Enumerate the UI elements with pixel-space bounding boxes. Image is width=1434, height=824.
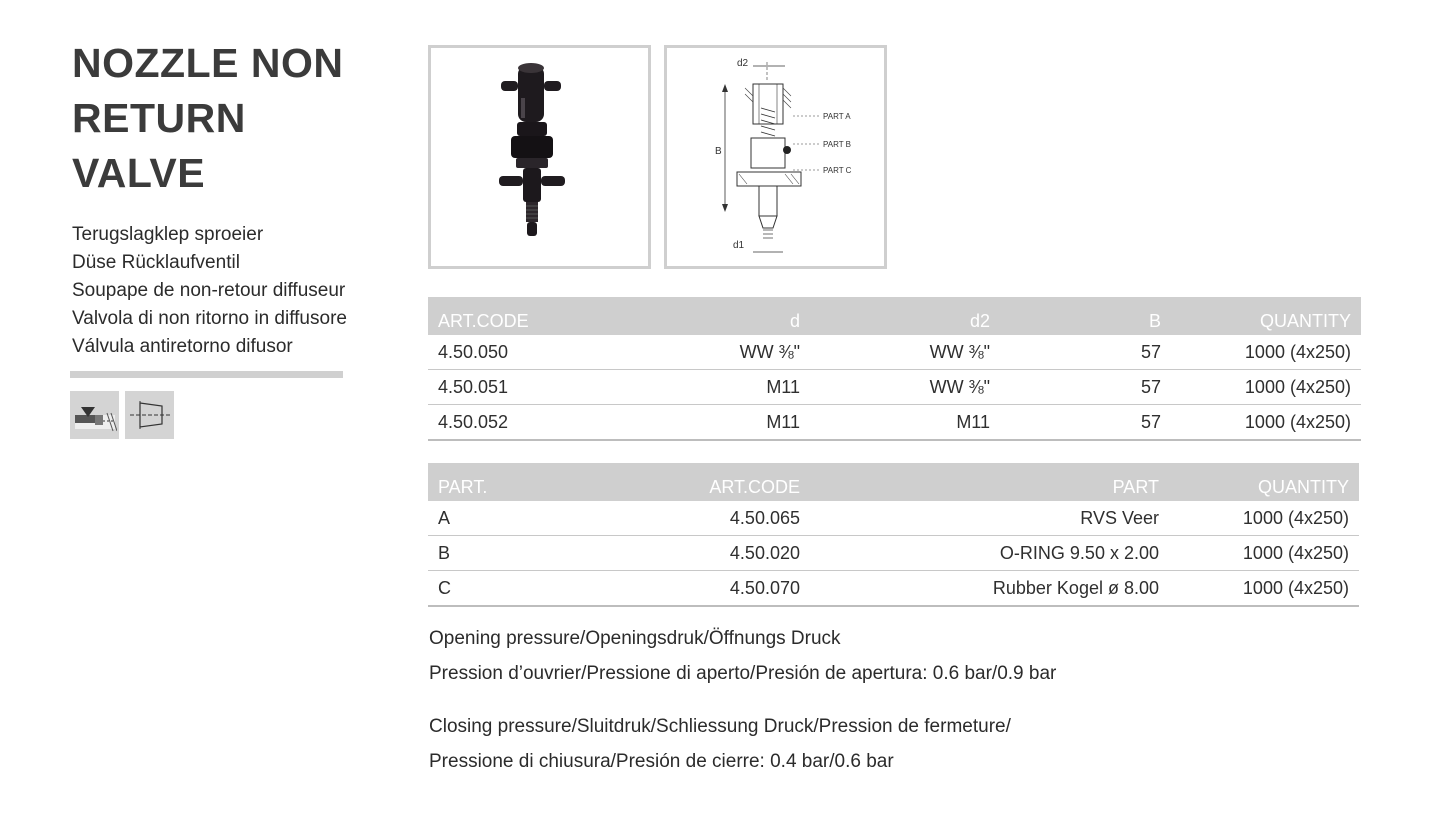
cell-art-code: 4.50.051 (428, 370, 628, 405)
cell-b: 57 (1000, 335, 1171, 370)
cell-part-letter: B (428, 536, 628, 571)
cell-quantity: 1000 (4x250) (1169, 501, 1359, 536)
col-b: B (1000, 297, 1171, 335)
opening-pressure-line-2: Pression d’ouvrier/Pressione di aperto/Presión de apertura: 0.6 bar/0.9 bar (429, 663, 1057, 684)
table-row (428, 536, 1359, 571)
cell-b: 57 (1000, 370, 1171, 405)
cell-quantity: 1000 (4x250) (1171, 370, 1361, 405)
cell-b: 57 (1000, 405, 1171, 441)
cell-quantity: 1000 (4x250) (1171, 405, 1361, 441)
cell-part: O-RING 9.50 x 2.00 (810, 536, 1169, 571)
opening-pressure-line-1: Opening pressure/Openingsdruk/Öffnungs Druck (429, 628, 841, 649)
article-table (428, 297, 1361, 441)
col-quantity: QUANTITY (1171, 297, 1361, 335)
nozzle-mount-icon[interactable] (70, 391, 119, 439)
closing-pressure-line-2: Pressione di chiusura/Presión de cierre: 0.4 bar/0.6 bar (429, 751, 894, 772)
label-part-b: PART B (823, 140, 852, 149)
table-row (428, 501, 1359, 536)
cell-quantity: 1000 (4x250) (1169, 536, 1359, 571)
label-part-a: PART A (823, 112, 851, 121)
cell-d2: WW ⅜" (810, 370, 1000, 405)
cell-quantity: 1000 (4x250) (1171, 335, 1361, 370)
cell-d: M11 (628, 370, 810, 405)
cell-quantity: 1000 (4x250) (1169, 571, 1359, 607)
feature-icons (70, 391, 174, 439)
label-d1: d1 (733, 240, 745, 251)
nozzle-valve-photo-icon (431, 48, 648, 266)
table-header-row (428, 297, 1361, 335)
translation-es: Válvula antiretorno difusor (72, 336, 293, 357)
translation-it: Valvola di non ritorno in diffusore (72, 308, 347, 329)
parts-table (428, 463, 1359, 607)
cell-art-code: 4.50.065 (628, 501, 810, 536)
product-header (72, 36, 352, 361)
col-art-code: ART.CODE (428, 297, 628, 335)
col-art-code: ART.CODE (628, 463, 810, 501)
table-row (428, 335, 1361, 370)
table-row (428, 405, 1361, 441)
cell-part: RVS Veer (810, 501, 1169, 536)
translations-list (72, 221, 352, 361)
cell-part-letter: A (428, 501, 628, 536)
translation-nl: Terugslagklep sproeier (72, 224, 264, 245)
cell-art-code: 4.50.070 (628, 571, 810, 607)
cell-d2: WW ⅜" (810, 335, 1000, 370)
label-d2: d2 (737, 58, 749, 69)
title-line-2: RETURN (72, 95, 246, 141)
cell-art-code: 4.50.020 (628, 536, 810, 571)
taper-fitting-icon[interactable] (125, 391, 174, 439)
table-header-row (428, 463, 1359, 501)
divider (70, 371, 343, 378)
title-line-1: NOZZLE NON (72, 40, 344, 86)
col-quantity: QUANTITY (1169, 463, 1359, 501)
cell-art-code: 4.50.052 (428, 405, 628, 441)
label-part-c: PART C (823, 166, 852, 175)
pressure-notes (429, 621, 1056, 779)
col-part-letter: PART. (428, 463, 628, 501)
col-d2: d2 (810, 297, 1000, 335)
table-row (428, 571, 1359, 607)
technical-drawing (664, 45, 887, 269)
translation-de: Düse Rücklaufventil (72, 252, 240, 273)
cell-d: M11 (628, 405, 810, 441)
cell-art-code: 4.50.050 (428, 335, 628, 370)
cell-d2: M11 (810, 405, 1000, 441)
title-line-3: VALVE (72, 150, 206, 196)
product-photo (428, 45, 651, 269)
cell-part-letter: C (428, 571, 628, 607)
label-b: B (715, 146, 722, 157)
cell-d: WW ⅜" (628, 335, 810, 370)
table-row (428, 370, 1361, 405)
col-part: PART (810, 463, 1169, 501)
translation-fr: Soupape de non-retour diffuseur (72, 280, 346, 301)
col-d: d (628, 297, 810, 335)
cell-part: Rubber Kogel ø 8.00 (810, 571, 1169, 607)
closing-pressure-line-1: Closing pressure/Sluitdruk/Schliessung Druck/Pression de fermeture/ (429, 716, 1011, 737)
page-title (72, 36, 352, 201)
